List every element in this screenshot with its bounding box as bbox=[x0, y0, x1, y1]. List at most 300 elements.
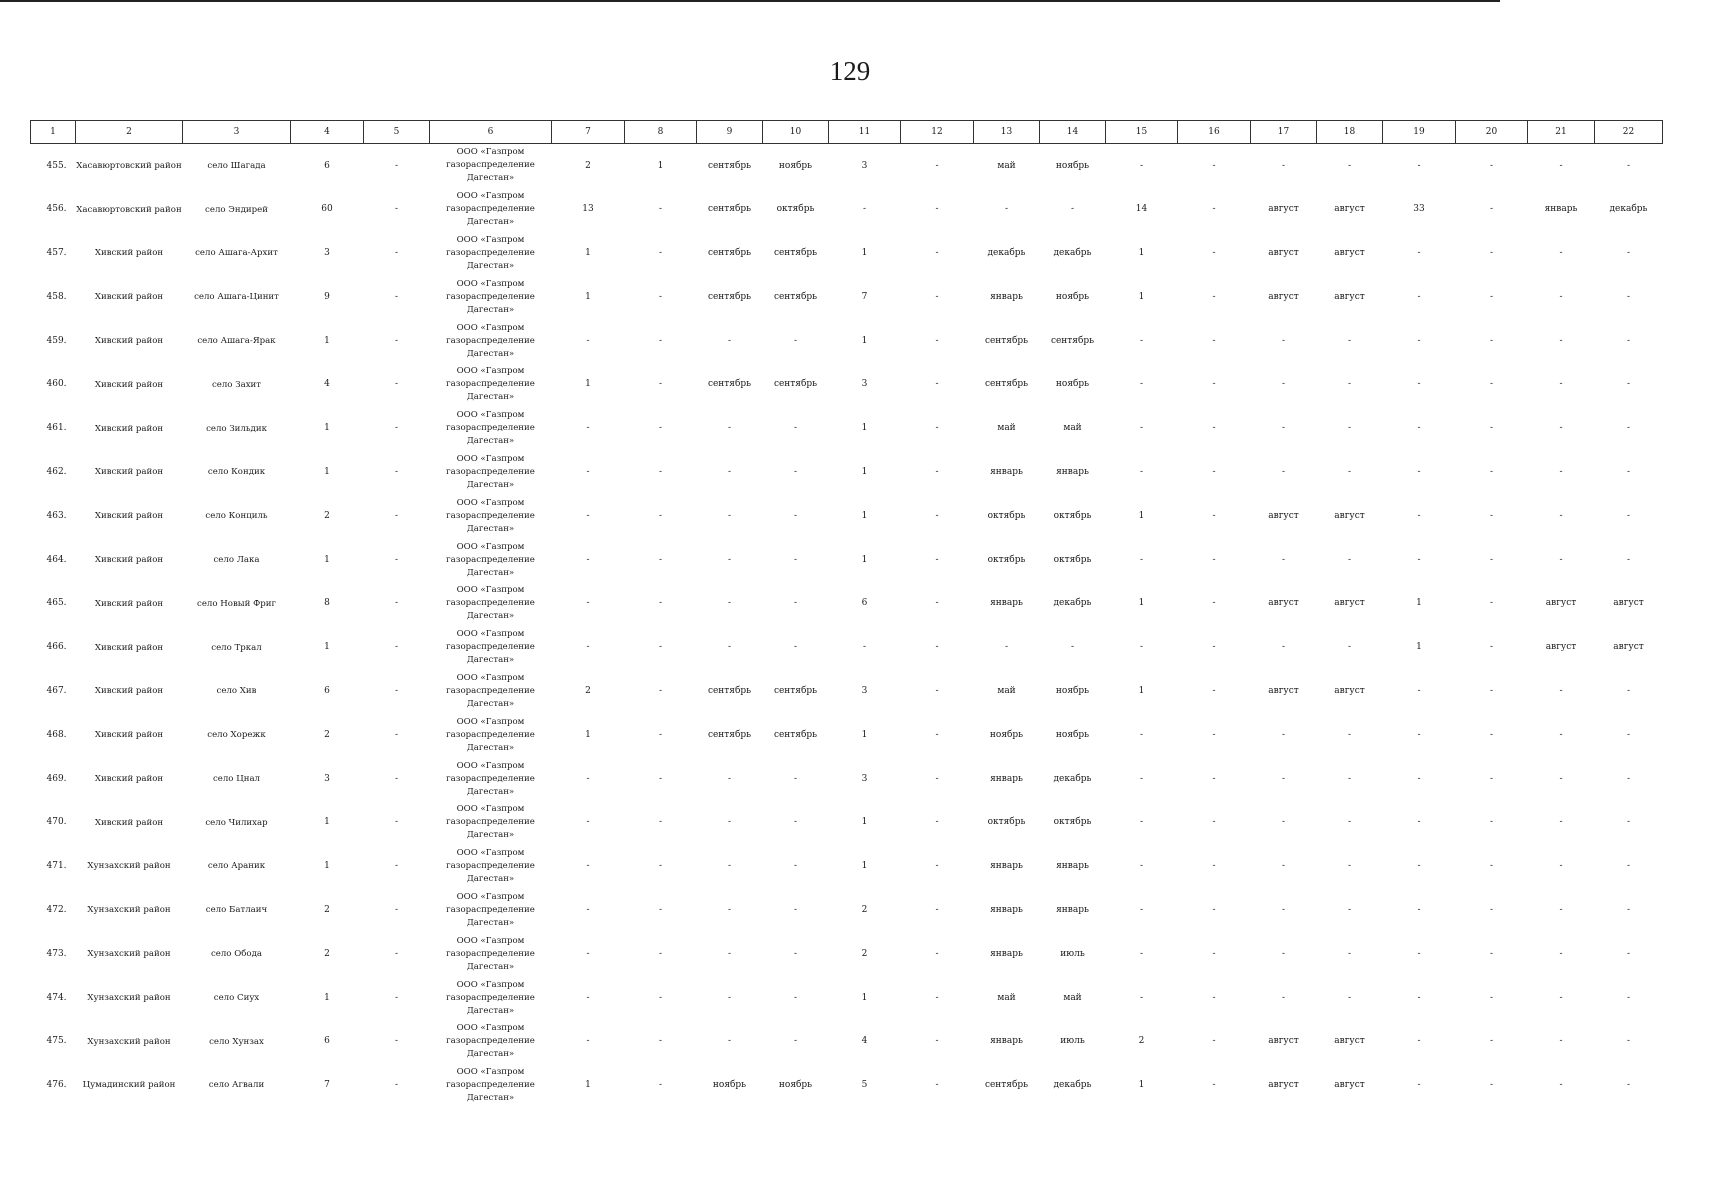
table-cell: - bbox=[793, 335, 798, 346]
table-cell: - bbox=[1417, 379, 1421, 390]
table-cell: ООО «Газпром газораспределение Дагестан» bbox=[446, 234, 535, 271]
table-cell: май bbox=[997, 686, 1016, 697]
table-row bbox=[31, 757, 1663, 801]
table-cell: 14 bbox=[1135, 204, 1148, 215]
table-cell: - bbox=[658, 291, 663, 302]
table-cell: село Агвали bbox=[208, 1080, 265, 1091]
table-row bbox=[31, 626, 1663, 670]
column-number-row bbox=[31, 121, 1663, 144]
table-cell: май bbox=[997, 160, 1016, 171]
column-header: 10 bbox=[763, 121, 829, 144]
table-row bbox=[31, 845, 1663, 889]
table-cell: - bbox=[1489, 1080, 1494, 1091]
table-cell: - bbox=[1281, 905, 1286, 916]
table-cell: 1 bbox=[1138, 1080, 1145, 1091]
table-cell: - bbox=[1489, 773, 1494, 784]
table-cell: 7 bbox=[324, 1080, 330, 1091]
table-cell: - bbox=[1489, 291, 1494, 302]
table-cell: 2 bbox=[861, 948, 868, 959]
table-cell: август bbox=[1334, 1036, 1365, 1047]
table-cell: село Тркал bbox=[211, 642, 262, 653]
table-cell: - bbox=[1212, 379, 1216, 390]
table-cell: 472. bbox=[46, 905, 67, 916]
table-cell: - bbox=[1139, 773, 1144, 784]
table-cell: - bbox=[1139, 335, 1144, 346]
table-cell: - bbox=[394, 686, 399, 697]
table-cell: - bbox=[1489, 248, 1494, 259]
table-cell: 1 bbox=[585, 1080, 591, 1091]
table-cell: 13 bbox=[582, 204, 594, 215]
table-cell: январь bbox=[1056, 905, 1089, 916]
table-cell: ООО «Газпром газораспределение Дагестан» bbox=[446, 760, 535, 797]
table-cell: 1 bbox=[324, 992, 330, 1003]
table-cell: - bbox=[1417, 1036, 1421, 1047]
table-cell: август bbox=[1268, 1036, 1299, 1047]
table-cell: декабрь bbox=[1609, 204, 1648, 215]
table-cell: ООО «Газпром газораспределение Дагестан» bbox=[446, 891, 535, 928]
column-header: 19 bbox=[1383, 121, 1456, 144]
table-cell: - bbox=[727, 642, 732, 653]
table-cell: август bbox=[1268, 248, 1299, 259]
table-row bbox=[31, 801, 1663, 845]
table-cell: - bbox=[793, 554, 798, 565]
table-cell: - bbox=[1489, 423, 1494, 434]
table-cell: - bbox=[1489, 160, 1494, 171]
table-cell: сентябрь bbox=[773, 729, 818, 740]
table-cell: - bbox=[1489, 905, 1494, 916]
column-header: 21 bbox=[1528, 121, 1595, 144]
table-cell: - bbox=[935, 905, 939, 916]
table-row bbox=[31, 1064, 1663, 1108]
table-cell: ООО «Газпром газораспределение Дагестан» bbox=[446, 322, 535, 359]
table-cell: - bbox=[586, 335, 590, 346]
table-cell: сентябрь bbox=[707, 379, 752, 390]
table-cell: - bbox=[1559, 554, 1563, 565]
table-cell: - bbox=[935, 948, 939, 959]
table-cell: - bbox=[394, 642, 399, 653]
table-cell: - bbox=[394, 467, 399, 478]
table-cell: май bbox=[1063, 992, 1082, 1003]
table-cell: 463. bbox=[46, 510, 67, 521]
table-cell: август bbox=[1268, 510, 1299, 521]
table-cell: - bbox=[1212, 948, 1216, 959]
table-cell: август bbox=[1334, 291, 1365, 302]
table-cell: - bbox=[1417, 467, 1421, 478]
table-cell: - bbox=[394, 510, 399, 521]
table-cell: - bbox=[1489, 948, 1494, 959]
table-cell: - bbox=[1559, 248, 1563, 259]
table-cell: - bbox=[1139, 817, 1144, 828]
table-cell: ООО «Газпром газораспределение Дагестан» bbox=[446, 629, 535, 666]
table-cell: 2 bbox=[324, 729, 330, 740]
table-cell: - bbox=[1626, 992, 1631, 1003]
table-cell: Хивский район bbox=[94, 773, 164, 784]
table-cell: май bbox=[1063, 423, 1082, 434]
table-cell: 465. bbox=[46, 598, 67, 609]
table-cell: - bbox=[586, 773, 590, 784]
table-cell: - bbox=[1212, 905, 1216, 916]
table-cell: - bbox=[1489, 817, 1494, 828]
table-cell: Хивский район bbox=[94, 511, 164, 522]
table-cell: 1 bbox=[585, 729, 591, 740]
table-cell: - bbox=[1139, 423, 1144, 434]
table-cell: - bbox=[1139, 861, 1144, 872]
table-cell: декабрь bbox=[1053, 248, 1092, 259]
column-header: 9 bbox=[697, 121, 763, 144]
table-cell: - bbox=[658, 992, 663, 1003]
table-cell: - bbox=[793, 773, 798, 784]
table-cell: - bbox=[935, 773, 939, 784]
table-cell: - bbox=[1489, 992, 1494, 1003]
table-cell: - bbox=[1281, 992, 1286, 1003]
table-cell: 9 bbox=[324, 291, 330, 302]
table-cell: январь bbox=[1544, 204, 1578, 215]
table-cell: 3 bbox=[861, 160, 868, 171]
table-cell: октябрь bbox=[776, 204, 815, 215]
table-row bbox=[31, 976, 1663, 1020]
table-cell: 3 bbox=[861, 379, 868, 390]
table-cell: село Сиух bbox=[213, 992, 260, 1003]
table-cell: - bbox=[727, 905, 732, 916]
table-cell: октябрь bbox=[987, 554, 1026, 565]
table-cell: 469. bbox=[46, 773, 67, 784]
table-cell: - bbox=[658, 948, 663, 959]
table-cell: - bbox=[1347, 160, 1352, 171]
table-cell: - bbox=[1212, 773, 1216, 784]
table-cell: - bbox=[586, 861, 590, 872]
table-cell: - bbox=[1489, 467, 1494, 478]
table-cell: - bbox=[658, 554, 663, 565]
table-cell: - bbox=[1281, 554, 1286, 565]
table-cell: ООО «Газпром газораспределение Дагестан» bbox=[446, 541, 535, 578]
table-cell: - bbox=[1489, 379, 1494, 390]
table-cell: - bbox=[935, 335, 939, 346]
table-cell: сентябрь bbox=[707, 686, 752, 697]
table-cell: 467. bbox=[46, 686, 67, 697]
table-cell: - bbox=[1626, 773, 1631, 784]
table-cell: - bbox=[793, 817, 798, 828]
column-header: 8 bbox=[625, 121, 697, 144]
table-cell: - bbox=[1626, 948, 1631, 959]
table-cell: 1 bbox=[861, 510, 868, 521]
table-cell: - bbox=[586, 467, 590, 478]
table-cell: - bbox=[1417, 423, 1421, 434]
table-cell: 4 bbox=[324, 379, 330, 390]
table-cell: село Хив bbox=[216, 686, 257, 697]
table-cell: - bbox=[1212, 861, 1216, 872]
table-cell: сентябрь bbox=[773, 248, 818, 259]
table-cell: - bbox=[1281, 773, 1286, 784]
table-cell: - bbox=[1626, 1080, 1631, 1091]
table-cell: январь bbox=[990, 861, 1023, 872]
table-cell: - bbox=[658, 598, 663, 609]
table-cell: - bbox=[586, 948, 590, 959]
table-cell: - bbox=[935, 729, 939, 740]
table-cell: - bbox=[1417, 817, 1421, 828]
table-cell: - bbox=[1347, 948, 1352, 959]
column-header: 12 bbox=[901, 121, 974, 144]
table-cell: - bbox=[1417, 291, 1421, 302]
table-cell: село Лака bbox=[213, 554, 260, 565]
table-cell: ООО «Газпром газораспределение Дагестан» bbox=[446, 716, 535, 753]
table-cell: ООО «Газпром газораспределение Дагестан» bbox=[446, 672, 535, 709]
table-cell: Хунзахский район bbox=[87, 992, 171, 1003]
column-header: 13 bbox=[974, 121, 1040, 144]
table-cell: - bbox=[1489, 335, 1494, 346]
table-cell: - bbox=[1347, 467, 1352, 478]
table-cell: - bbox=[935, 598, 939, 609]
table-cell: 476. bbox=[46, 1080, 67, 1091]
table-cell: - bbox=[727, 773, 732, 784]
table-cell: - bbox=[1626, 510, 1631, 521]
table-cell: - bbox=[1139, 379, 1144, 390]
table-cell: 5 bbox=[861, 1080, 868, 1091]
table-cell: село Эндирей bbox=[205, 204, 268, 215]
table-cell: - bbox=[1139, 467, 1144, 478]
table-cell: 2 bbox=[861, 905, 868, 916]
table-cell: - bbox=[1489, 642, 1494, 653]
table-cell: 33 bbox=[1413, 204, 1425, 215]
table-cell: - bbox=[1347, 729, 1352, 740]
table-cell: - bbox=[394, 335, 399, 346]
column-header: 16 bbox=[1178, 121, 1251, 144]
table-cell: январь bbox=[1056, 467, 1089, 478]
table-cell: - bbox=[394, 817, 399, 828]
table-cell: - bbox=[1004, 204, 1009, 215]
table-cell: 474. bbox=[46, 992, 67, 1003]
table-cell: - bbox=[394, 992, 399, 1003]
table-cell: - bbox=[935, 291, 939, 302]
table-cell: - bbox=[1281, 423, 1286, 434]
table-cell: сентябрь bbox=[707, 291, 752, 302]
table-cell: - bbox=[1281, 160, 1286, 171]
table-cell: ООО «Газпром газораспределение Дагестан» bbox=[446, 935, 535, 972]
table-cell: - bbox=[1417, 992, 1421, 1003]
table-cell: 3 bbox=[861, 686, 868, 697]
table-cell: - bbox=[1212, 467, 1216, 478]
table-cell: - bbox=[1417, 861, 1421, 872]
table-cell: - bbox=[586, 510, 590, 521]
table-cell: август bbox=[1334, 686, 1365, 697]
table-row bbox=[31, 275, 1663, 319]
table-cell: Хивский район bbox=[94, 467, 164, 478]
table-cell: 4 bbox=[861, 1036, 868, 1047]
table-cell: - bbox=[1559, 905, 1563, 916]
table-cell: - bbox=[1212, 510, 1216, 521]
table-cell: - bbox=[1417, 335, 1421, 346]
table-cell: - bbox=[586, 817, 590, 828]
table-cell: 2 bbox=[324, 510, 330, 521]
table-cell: - bbox=[586, 1036, 590, 1047]
table-cell: - bbox=[1626, 291, 1631, 302]
table-cell: сентябрь bbox=[707, 729, 752, 740]
table-cell: август bbox=[1268, 598, 1299, 609]
table-cell: ноябрь bbox=[1055, 379, 1090, 390]
column-header: 4 bbox=[291, 121, 364, 144]
table-row bbox=[31, 713, 1663, 757]
table-cell: 457. bbox=[46, 248, 67, 259]
table-cell: Хивский район bbox=[94, 335, 164, 346]
table-row bbox=[31, 188, 1663, 232]
table-cell: - bbox=[658, 423, 663, 434]
table-cell: - bbox=[394, 948, 399, 959]
table-cell: 1 bbox=[861, 554, 868, 565]
table-cell: - bbox=[935, 510, 939, 521]
table-cell: село Конциль bbox=[205, 511, 268, 522]
table-cell: - bbox=[1212, 160, 1216, 171]
table-cell: - bbox=[394, 1080, 399, 1091]
table-cell: - bbox=[1417, 554, 1421, 565]
column-header: 5 bbox=[364, 121, 430, 144]
table-row bbox=[31, 494, 1663, 538]
table-cell: - bbox=[1212, 598, 1216, 609]
table-cell: 1 bbox=[324, 642, 330, 653]
table-cell: - bbox=[793, 1036, 798, 1047]
table-cell: - bbox=[1559, 1036, 1563, 1047]
column-header: 18 bbox=[1317, 121, 1383, 144]
table-cell: январь bbox=[990, 905, 1023, 916]
table-cell: ноябрь bbox=[989, 729, 1024, 740]
table-cell: - bbox=[1212, 291, 1216, 302]
table-cell: - bbox=[1626, 554, 1631, 565]
table-cell: - bbox=[727, 335, 732, 346]
table-cell: - bbox=[1626, 335, 1631, 346]
table-cell: август bbox=[1268, 204, 1299, 215]
table-cell: - bbox=[1417, 510, 1421, 521]
table-cell: - bbox=[658, 204, 663, 215]
table-cell: 455. bbox=[46, 160, 67, 171]
table-cell: 3 bbox=[324, 773, 330, 784]
table-body bbox=[31, 144, 1663, 1108]
table-cell: село Араник bbox=[207, 861, 266, 872]
table-cell: - bbox=[1489, 1036, 1494, 1047]
table-cell: август bbox=[1268, 1080, 1299, 1091]
table-cell: - bbox=[1212, 817, 1216, 828]
table-cell: - bbox=[586, 598, 590, 609]
table-cell: октябрь bbox=[987, 817, 1026, 828]
table-cell: 1 bbox=[1416, 642, 1422, 653]
table-cell: - bbox=[1347, 817, 1352, 828]
table-cell: - bbox=[1212, 642, 1216, 653]
table-cell: - bbox=[1559, 773, 1563, 784]
table-row bbox=[31, 451, 1663, 495]
table-cell: - bbox=[1559, 335, 1563, 346]
table-cell: октябрь bbox=[1053, 554, 1092, 565]
table-cell: ООО «Газпром газораспределение Дагестан» bbox=[446, 1023, 535, 1060]
table-cell: - bbox=[1559, 686, 1563, 697]
table-cell: декабрь bbox=[1053, 773, 1092, 784]
column-header: 15 bbox=[1106, 121, 1178, 144]
table-row bbox=[31, 932, 1663, 976]
table-cell: ноябрь bbox=[778, 1080, 813, 1091]
table-cell: - bbox=[658, 1080, 663, 1091]
table-cell: 3 bbox=[324, 248, 330, 259]
table-cell: Хунзахский район bbox=[87, 949, 171, 960]
column-header: 22 bbox=[1595, 121, 1663, 144]
table-cell: 2 bbox=[1138, 1036, 1145, 1047]
table-cell: село Ашага-Ярак bbox=[197, 335, 276, 346]
table-cell: Хивский район bbox=[94, 292, 164, 303]
table-cell: 459. bbox=[46, 335, 67, 346]
table-cell: село Батлаич bbox=[205, 905, 268, 916]
table-cell: ООО «Газпром газораспределение Дагестан» bbox=[446, 366, 535, 403]
table-cell: - bbox=[1626, 729, 1631, 740]
table-cell: ООО «Газпром газораспределение Дагестан» bbox=[446, 979, 535, 1016]
table-cell: - bbox=[1139, 554, 1144, 565]
table-cell: декабрь bbox=[987, 248, 1026, 259]
table-cell: - bbox=[935, 467, 939, 478]
table-cell: - bbox=[935, 992, 939, 1003]
table-cell: 7 bbox=[861, 291, 868, 302]
table-cell: село Цнал bbox=[212, 773, 261, 784]
column-header: 14 bbox=[1040, 121, 1106, 144]
table-row bbox=[31, 363, 1663, 407]
table-cell: село Шагада bbox=[207, 160, 266, 171]
table-cell: - bbox=[1070, 204, 1075, 215]
table-cell: - bbox=[727, 861, 732, 872]
table-cell: ООО «Газпром газораспределение Дагестан» bbox=[446, 278, 535, 315]
table-cell: - bbox=[1559, 992, 1563, 1003]
table-cell: село Чилихар bbox=[205, 817, 268, 828]
table-cell: 2 bbox=[324, 948, 330, 959]
table-cell: сентябрь bbox=[984, 1080, 1029, 1091]
table-cell: июль bbox=[1060, 1036, 1085, 1047]
table-cell: январь bbox=[990, 291, 1023, 302]
top-rule bbox=[0, 0, 1500, 2]
table-cell: - bbox=[394, 379, 399, 390]
table-cell: 462. bbox=[46, 467, 67, 478]
table-cell: 460. bbox=[46, 379, 67, 390]
table-cell: Хунзахский район bbox=[87, 905, 171, 916]
table-cell: август bbox=[1334, 204, 1365, 215]
table-cell: - bbox=[935, 379, 939, 390]
table-row bbox=[31, 582, 1663, 626]
table-cell: - bbox=[586, 992, 590, 1003]
table-cell: - bbox=[1489, 204, 1494, 215]
table-cell: август bbox=[1613, 598, 1644, 609]
table-cell: - bbox=[1559, 379, 1563, 390]
table-cell: - bbox=[793, 992, 798, 1003]
table-cell: - bbox=[658, 1036, 663, 1047]
column-header: 2 bbox=[76, 121, 183, 144]
table-cell: - bbox=[1347, 379, 1352, 390]
table-cell: ООО «Газпром газораспределение Дагестан» bbox=[446, 497, 535, 534]
table-cell: 461. bbox=[46, 423, 67, 434]
table-cell: - bbox=[1559, 1080, 1563, 1091]
table-cell: село Ашага-Архит bbox=[195, 248, 278, 259]
table-cell: 2 bbox=[324, 905, 330, 916]
table-cell: - bbox=[1212, 729, 1216, 740]
table-cell: - bbox=[1559, 817, 1563, 828]
table-cell: 470. bbox=[46, 817, 67, 828]
table-cell: - bbox=[394, 598, 399, 609]
table-cell: - bbox=[1417, 1080, 1421, 1091]
table-cell: май bbox=[997, 423, 1016, 434]
table-cell: - bbox=[1559, 861, 1563, 872]
table-cell: ООО «Газпром газораспределение Дагестан» bbox=[446, 1067, 535, 1104]
table-cell: - bbox=[727, 598, 732, 609]
table-cell: село Ашага-Цинит bbox=[194, 292, 279, 303]
table-cell: - bbox=[1417, 729, 1421, 740]
table-cell: - bbox=[1139, 992, 1144, 1003]
table-cell: 456. bbox=[46, 204, 67, 215]
table-cell: 466. bbox=[46, 642, 67, 653]
table-cell: январь bbox=[990, 467, 1023, 478]
table-cell: - bbox=[935, 861, 939, 872]
table-cell: - bbox=[1070, 642, 1075, 653]
table-cell: сентябрь bbox=[984, 379, 1029, 390]
table-cell: август bbox=[1545, 642, 1577, 653]
